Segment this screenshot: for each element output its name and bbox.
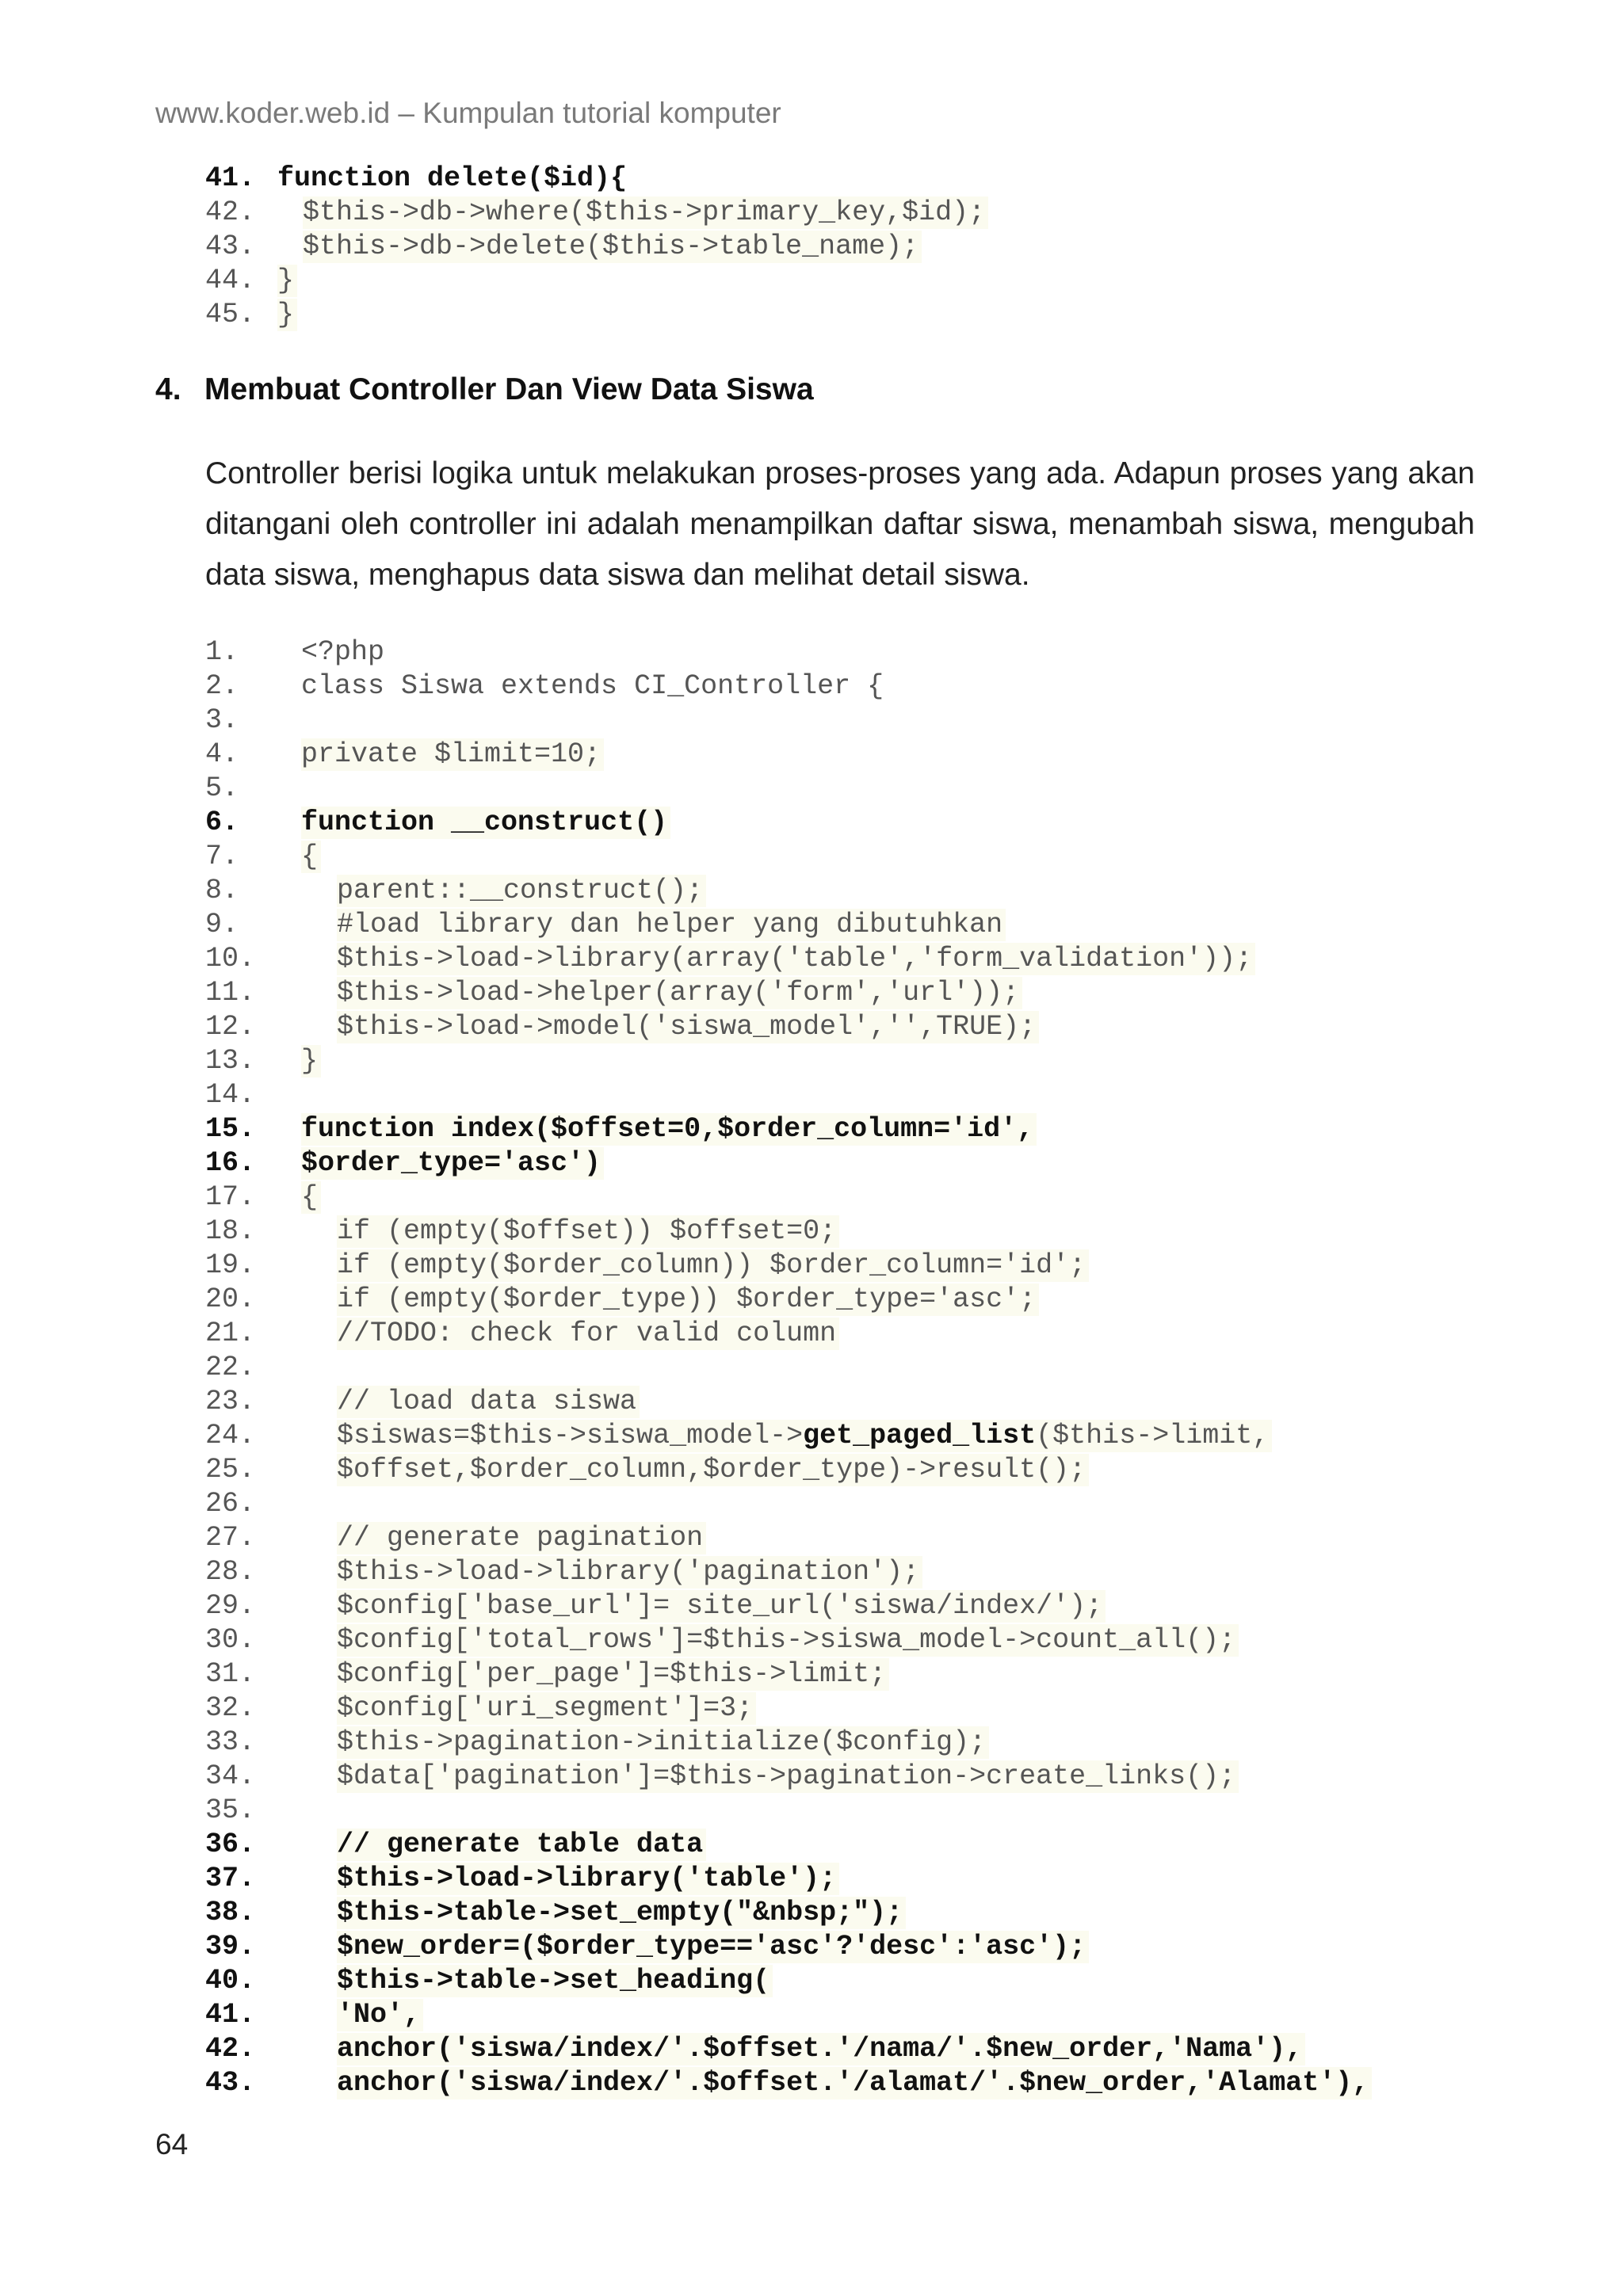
line-number: 20. — [205, 1283, 256, 1315]
code-text: { — [301, 1181, 321, 1214]
line-number: 12. — [205, 1011, 256, 1043]
line-number: 4. — [205, 738, 239, 770]
line-number: 31. — [205, 1658, 256, 1690]
code-line — [205, 298, 305, 332]
code-text: anchor('siswa/index/'.$offset.'/alamat/'.$new_order,'Alamat'), — [337, 2067, 1372, 2100]
line-number: 17. — [205, 1181, 256, 1213]
line-number: 6. — [205, 807, 239, 838]
code-text — [301, 772, 304, 805]
line-number: 40. — [205, 1965, 256, 1997]
line-number: 10. — [205, 943, 256, 974]
section-number: 4. — [155, 372, 181, 406]
page-number: 64 — [155, 2128, 189, 2161]
code-text: } — [301, 1045, 321, 1077]
code-text — [301, 704, 304, 737]
code-text: $this->load->helper(array('form','url')); — [337, 977, 1022, 1009]
code-text: { — [301, 841, 321, 873]
code-text: function __construct() — [301, 807, 670, 839]
line-number: 27. — [205, 1522, 256, 1554]
line-number: 43. — [205, 2067, 256, 2099]
line-number: 26. — [205, 1488, 256, 1520]
code-text — [301, 1794, 304, 1827]
code-text: // generate table data — [337, 1829, 706, 1861]
line-number: 41. — [205, 1999, 256, 2031]
code-text: //TODO: check for valid column — [337, 1318, 839, 1350]
section-paragraph: Controller berisi logika untuk melakukan proses-proses yang ada. Adapun proses yang akan ditangani oleh controller ini adalah menampilkan daftar siswa, menambah siswa, mengubah data siswa, menghapus data siswa dan melihat detail siswa. — [205, 456, 1475, 592]
code-text: $this->load->library(array('table','form_validation')); — [337, 943, 1255, 975]
line-number: 2. — [205, 670, 239, 702]
line-number: 33. — [205, 1726, 256, 1758]
code-text: $data['pagination']=$this->pagination->create_links(); — [337, 1760, 1239, 1793]
line-number: 41. — [205, 162, 256, 194]
code-text: $config['total_rows']=$this->siswa_model->count_all(); — [337, 1624, 1239, 1657]
line-number: 29. — [205, 1590, 256, 1622]
code-text: } — [277, 299, 297, 331]
code-text — [301, 1352, 304, 1384]
code-text — [301, 1079, 304, 1112]
line-number: 16. — [205, 1147, 256, 1179]
code-text: <?php — [301, 636, 385, 668]
line-number: 39. — [205, 1931, 256, 1962]
line-number: 44. — [205, 265, 256, 296]
line-number: 8. — [205, 875, 239, 906]
code-text: parent::__construct(); — [337, 875, 706, 907]
code-text: function index($offset=0,$order_column='id', — [301, 1113, 1037, 1146]
code-text: $config['base_url']= site_url('siswa/index/'); — [337, 1590, 1106, 1623]
line-number: 30. — [205, 1624, 256, 1656]
line-number: 22. — [205, 1352, 256, 1383]
code-text: $this->pagination->initialize($config); — [337, 1726, 989, 1759]
code-text: 'No', — [337, 1999, 423, 2031]
code-text: $this->load->library('table'); — [337, 1863, 839, 1895]
line-number: 34. — [205, 1760, 256, 1792]
code-line — [205, 264, 305, 298]
code-text: $offset,$order_column,$order_type)->result(); — [337, 1454, 1089, 1486]
line-number: 45. — [205, 299, 256, 330]
section-title: Membuat Controller Dan View Data Siswa — [204, 372, 814, 406]
code-text: if (empty($order_column)) $order_column='id'; — [337, 1249, 1089, 1282]
line-number: 36. — [205, 1829, 256, 1860]
code-text: class Siswa extends CI_Controller { — [301, 670, 884, 702]
line-number: 3. — [205, 704, 239, 736]
line-number: 24. — [205, 1420, 256, 1451]
line-number: 25. — [205, 1454, 256, 1486]
code-line — [205, 162, 628, 196]
running-header: www.koder.web.id – Kumpulan tutorial komputer — [155, 97, 781, 129]
code-text: if (empty($offset)) $offset=0; — [337, 1215, 839, 1248]
code-text: if (empty($order_type)) $order_type='asc'; — [337, 1283, 1039, 1316]
line-number: 18. — [205, 1215, 256, 1247]
code-text: $new_order=($order_type=='asc'?'desc':'asc'); — [337, 1931, 1089, 1963]
line-number: 35. — [205, 1794, 256, 1826]
code-text: $this->load->library('pagination'); — [337, 1556, 922, 1589]
line-number: 19. — [205, 1249, 256, 1281]
line-number: 43. — [205, 231, 256, 262]
code-line — [205, 196, 986, 230]
code-text — [301, 1488, 304, 1520]
code-text — [337, 1420, 1272, 1452]
code-method-name: get_paged_list — [803, 1420, 1037, 1451]
line-number: 9. — [205, 909, 239, 940]
line-number: 7. — [205, 841, 239, 872]
code-text: $this->table->set_heading( — [337, 1965, 773, 1997]
line-number: 21. — [205, 1318, 256, 1349]
code-text: #load library dan helper yang dibutuhkan — [337, 909, 1006, 941]
line-number: 42. — [205, 2033, 256, 2065]
line-number: 23. — [205, 1386, 256, 1417]
code-line — [205, 230, 919, 264]
code-text: } — [277, 265, 297, 297]
code-text: anchor('siswa/index/'.$offset.'/nama/'.$new_order,'Nama'), — [337, 2033, 1305, 2065]
line-number: 5. — [205, 772, 239, 804]
line-number: 38. — [205, 1897, 256, 1928]
line-number: 13. — [205, 1045, 256, 1077]
line-number: 15. — [205, 1113, 256, 1145]
line-number: 11. — [205, 977, 256, 1009]
code-text: // generate pagination — [337, 1522, 706, 1554]
line-number: 37. — [205, 1863, 256, 1894]
code-text: $order_type='asc') — [301, 1147, 604, 1180]
code-text: $config['per_page']=$this->limit; — [337, 1658, 889, 1691]
code-text: $this->db->delete($this->table_name); — [303, 231, 922, 263]
line-number: 42. — [205, 196, 256, 228]
line-number: 28. — [205, 1556, 256, 1588]
line-number: 14. — [205, 1079, 256, 1111]
code-text: $this->table->set_empty("&nbsp;"); — [337, 1897, 906, 1929]
code-text: // load data siswa — [337, 1386, 640, 1418]
code-block-delete-function — [205, 162, 986, 332]
code-text: function delete($id){ — [277, 162, 628, 194]
code-text: $this->db->where($this->primary_key,$id); — [303, 196, 988, 229]
code-segment: ($this->limit, — [1036, 1420, 1270, 1451]
code-text: $this->load->model('siswa_model','',TRUE); — [337, 1011, 1039, 1043]
section-heading — [155, 372, 814, 407]
line-number: 1. — [205, 636, 239, 668]
code-text: private $limit=10; — [301, 738, 604, 771]
line-number: 32. — [205, 1692, 256, 1724]
code-segment: $siswas=$this->siswa_model-> — [337, 1420, 804, 1451]
code-text: $config['uri_segment']=3; — [337, 1692, 756, 1725]
